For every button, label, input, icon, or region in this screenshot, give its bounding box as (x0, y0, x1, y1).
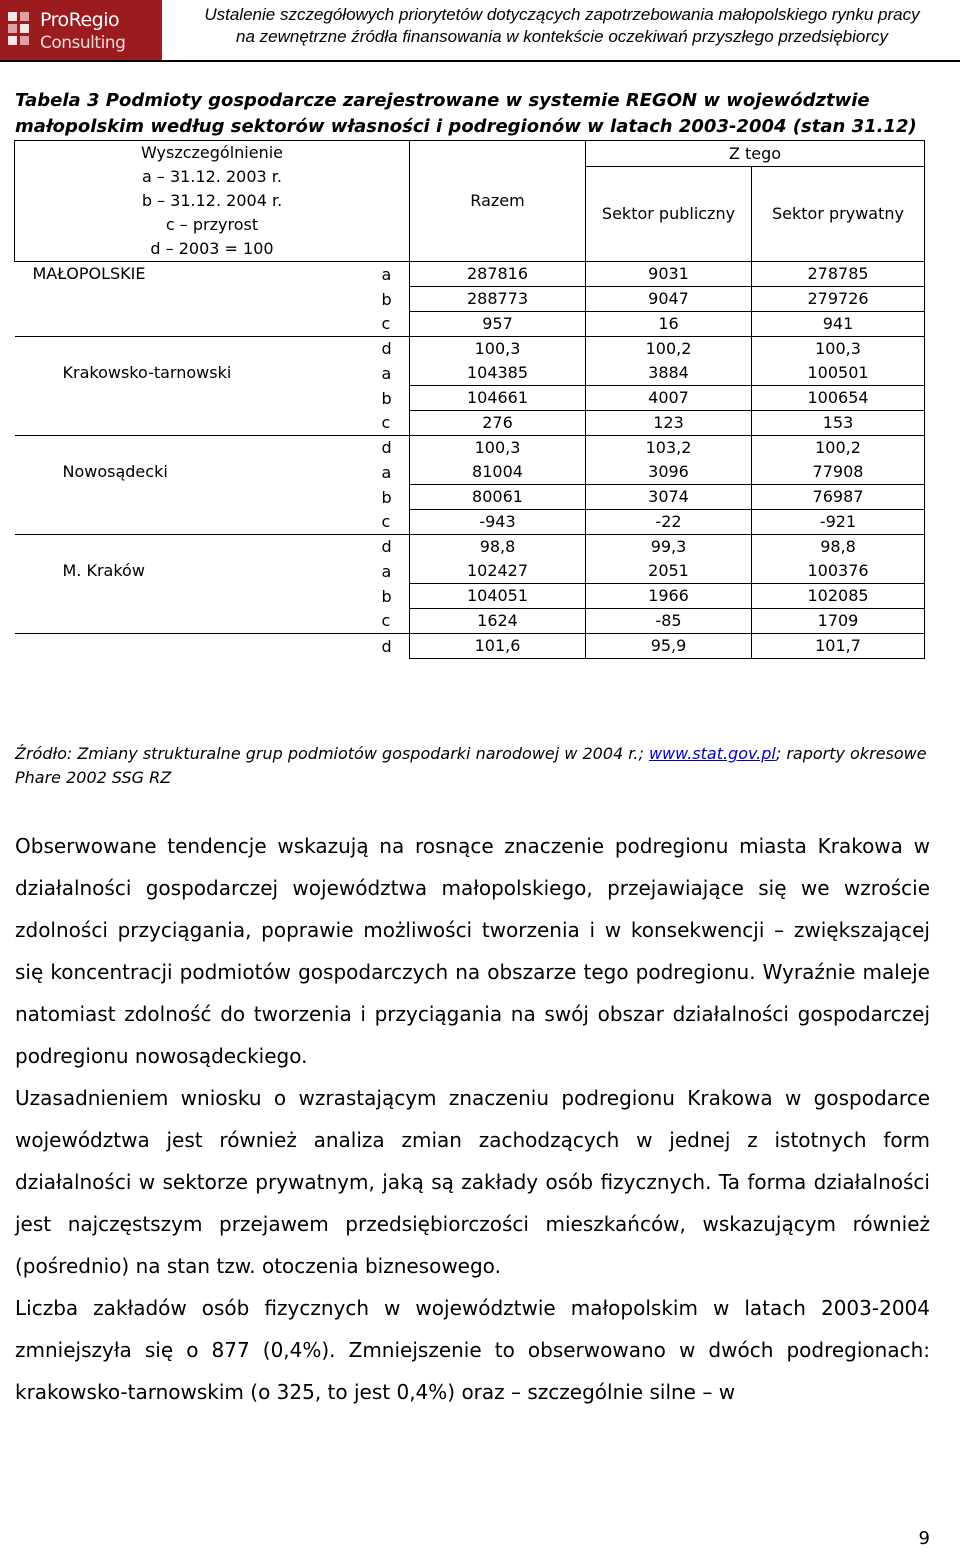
header-rule (0, 60, 960, 62)
cell-razem: 104385 (410, 361, 586, 386)
table-header-row (15, 141, 925, 167)
cell-razem: 100,3 (410, 337, 586, 362)
region-name: M. Kraków (62, 561, 145, 580)
proregio-logo (0, 0, 162, 60)
cell-public: 2051 (586, 559, 752, 584)
cell-private: 100654 (752, 386, 925, 411)
row-key: b (381, 289, 392, 309)
cell-razem: 104051 (410, 584, 586, 609)
row-key: b (381, 487, 392, 507)
table-row (15, 337, 925, 362)
cell-razem: 102427 (410, 559, 586, 584)
cell-razem: 101,6 (410, 634, 586, 659)
cell-public: -85 (586, 609, 752, 634)
cell-public: 4007 (586, 386, 752, 411)
row-key: c (381, 512, 391, 531)
table-row (15, 361, 925, 386)
cell-private: 101,7 (752, 634, 925, 659)
header-private-cell: Sektor prywatny (752, 167, 925, 262)
cell-public: 3884 (586, 361, 752, 386)
cell-private: 279726 (752, 287, 925, 312)
cell-public: 1966 (586, 584, 752, 609)
header-spec-line: b – 31.12. 2004 r. (141, 191, 283, 210)
source-text: Źródło: Zmiany strukturalne grup podmiotów gospodarki narodowej w 2004 r.; (15, 744, 649, 763)
row-key: a (381, 363, 392, 383)
row-label-cell (15, 584, 410, 609)
cell-public: 123 (586, 411, 752, 436)
cell-private: 100501 (752, 361, 925, 386)
table-row (15, 485, 925, 510)
cell-razem: 288773 (410, 287, 586, 312)
page-header (0, 0, 960, 60)
cell-private: -921 (752, 510, 925, 535)
row-label-cell (15, 312, 410, 337)
cell-public: 99,3 (586, 535, 752, 560)
header-spec-line: a – 31.12. 2003 r. (142, 167, 282, 186)
table-row (15, 559, 925, 584)
cell-private: 153 (752, 411, 925, 436)
region-name: Krakowsko-tarnowski (62, 363, 232, 382)
cell-private: 941 (752, 312, 925, 337)
cell-private: 77908 (752, 460, 925, 485)
row-key: d (381, 636, 392, 656)
logo-line-2: Consulting (40, 33, 126, 53)
cell-public: 16 (586, 312, 752, 337)
row-key: c (381, 413, 391, 432)
paragraph-3: Liczba zakładów osób fizycznych w województwie małopolskim w latach 2003-2004 zmniejszyła się o 877 (0,4%). Zmniejszenie to obserwowano w dwóch podregionach: krakowsko-tarnowskim (o 325, to jest 0,4%) oraz – szczególnie silne – w (15, 1296, 930, 1404)
table-row (15, 460, 925, 485)
cell-public: 9031 (586, 262, 752, 287)
row-label-cell (15, 535, 410, 560)
row-label-cell (15, 485, 410, 510)
row-label-cell (15, 460, 410, 485)
row-key: a (381, 264, 392, 284)
cell-public: 3096 (586, 460, 752, 485)
cell-razem: 100,3 (410, 436, 586, 461)
table-row (15, 262, 925, 287)
table-row (15, 436, 925, 461)
cell-private: 100,3 (752, 337, 925, 362)
cell-public: 3074 (586, 485, 752, 510)
table-caption: Tabela 3 Podmioty gospodarcze zarejestrowane w systemie REGON w województwie małopolskim według sektorów własności i podregionów w latach 2003-2004 (stan 31.12) (15, 90, 917, 137)
source-link[interactable]: www.stat.gov.pl (648, 744, 776, 763)
row-label-cell (15, 609, 410, 634)
cell-razem: 1624 (410, 609, 586, 634)
row-key: a (381, 462, 392, 482)
header-spec-line: c – przyrost (165, 215, 259, 234)
paragraph-2: Uzasadnieniem wniosku o wzrastającym znaczeniu podregionu Krakowa w gospodarce województwa jest również analiza zmian zachodzących w jednej z istotnych form działalności w sektorze prywatnym, jaką są zakłady osób fizycznych. Ta forma działalności jest najczęstszym przejawem przedsiębiorczości mieszkańców, wskazującym również (pośrednio) na stan tzw. otoczenia biznesowego. (15, 1086, 930, 1278)
cell-razem: 276 (410, 411, 586, 436)
table-row (15, 287, 925, 312)
row-key: b (381, 586, 392, 606)
cell-private: 100376 (752, 559, 925, 584)
header-spec-line: d – 2003 = 100 (150, 239, 274, 258)
table-row (15, 609, 925, 634)
table-row (15, 535, 925, 560)
header-z-tego-cell: Z tego (586, 141, 925, 167)
table-row (15, 510, 925, 535)
cell-razem: 80061 (410, 485, 586, 510)
row-label-cell (15, 287, 410, 312)
cell-private: 278785 (752, 262, 925, 287)
table-row (15, 584, 925, 609)
table-row (15, 634, 925, 659)
body-text (15, 825, 930, 1413)
header-razem-cell: Razem (410, 141, 586, 262)
table-row (15, 312, 925, 337)
row-label-cell (15, 510, 410, 535)
row-key: d (381, 339, 392, 358)
table-body (15, 141, 925, 659)
row-label-cell (15, 337, 410, 362)
row-key: b (381, 388, 392, 408)
row-label-cell (15, 386, 410, 411)
cell-public: -22 (586, 510, 752, 535)
cell-public: 100,2 (586, 337, 752, 362)
table-row (15, 411, 925, 436)
header-public-cell: Sektor publiczny (586, 167, 752, 262)
cell-private: 1709 (752, 609, 925, 634)
cell-razem: 104661 (410, 386, 586, 411)
header-spec-line: Wyszczególnienie (140, 143, 284, 162)
cell-private: 76987 (752, 485, 925, 510)
table-row (15, 386, 925, 411)
header-title-line-2: na zewnętrzne źródła finansowania w kontekście oczekiwań przyszłego przedsiębiorcy (236, 27, 888, 46)
cell-razem: 287816 (410, 262, 586, 287)
table-source (15, 742, 945, 790)
cell-private: 102085 (752, 584, 925, 609)
row-label-cell (15, 361, 410, 386)
row-label-cell (15, 436, 410, 461)
paragraph-1: Obserwowane tendencje wskazują na rosnące znaczenie podregionu miasta Krakowa w działalności gospodarczej województwa małopolskiego, przejawiające się we wzroście zdolności przyciągania, poprawie możliwości tworzenia i w konsekwencji – zwiększającej się koncentracji podmiotów gospodarczych na obszarze tego podregionu. Wyraźnie maleje natomiast zdolność do tworzenia i przyciągania na swój obszar działalności gospodarczej podregionu nowosądeckiego. (15, 834, 930, 1068)
page-number: 9 (918, 1528, 930, 1549)
cell-razem: -943 (410, 510, 586, 535)
row-label-cell (15, 634, 410, 659)
cell-razem: 957 (410, 312, 586, 337)
source-text-suffix: ; raporty okresowe Phare 2002 SSG RZ (15, 744, 927, 787)
row-key: c (381, 611, 391, 630)
header-title-line-1: Ustalenie szczegółowych priorytetów dotyczących zapotrzebowania małopolskiego rynku pracy (204, 5, 920, 24)
region-name: Nowosądecki (62, 462, 168, 481)
logo-mark-icon (6, 10, 32, 50)
row-label-cell (15, 262, 410, 287)
logo-line-1: ProRegio (40, 9, 120, 31)
cell-public: 103,2 (586, 436, 752, 461)
row-key: a (381, 561, 392, 581)
regon-table (14, 140, 925, 659)
cell-private: 98,8 (752, 535, 925, 560)
header-spec-cell (15, 141, 410, 262)
cell-razem: 81004 (410, 460, 586, 485)
row-key: c (381, 314, 391, 333)
region-name: MAŁOPOLSKIE (32, 264, 146, 283)
cell-public: 9047 (586, 287, 752, 312)
row-key: d (381, 438, 392, 457)
row-label-cell (15, 559, 410, 584)
header-title (170, 4, 954, 48)
row-label-cell (15, 411, 410, 436)
cell-private: 100,2 (752, 436, 925, 461)
row-key: d (381, 537, 392, 556)
cell-public: 95,9 (586, 634, 752, 659)
cell-razem: 98,8 (410, 535, 586, 560)
